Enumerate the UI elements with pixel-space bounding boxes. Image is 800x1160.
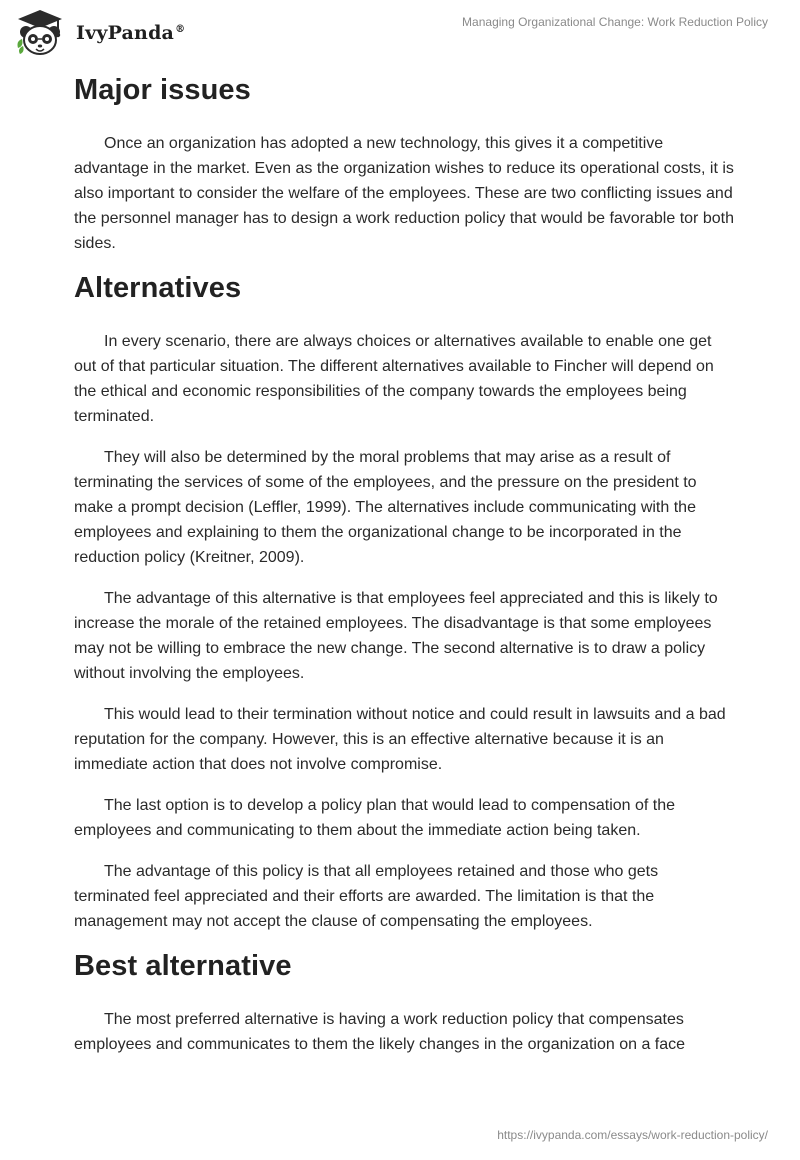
source-url-link[interactable]: https://ivypanda.com/essays/work-reduction-policy/ bbox=[497, 1128, 768, 1142]
section-heading-alternatives: Alternatives bbox=[74, 272, 242, 304]
paragraph: The advantage of this alternative is that employees feel appreciated and this is likely to increase the morale of the retained employees. The disadvantage is that some employees may not be willing to embrace the new change. The second alternative is to draw a policy without involving the employees. bbox=[74, 590, 718, 682]
paragraph: They will also be determined by the moral problems that may arise as a result of terminating the services of some of the employees, and the pressure on the president to make a prompt decision (Leffler, 1999). The alternatives include communicating with the employees and explaining to them the organizational change to be incorporated in the reduction policy (Kreitner, 2009). bbox=[74, 449, 697, 566]
panda-graduate-icon bbox=[14, 8, 66, 58]
paragraph: The advantage of this policy is that all employees retained and those who gets terminated feel appreciated and their efforts are awarded. The limitation is that the management may not accept the clause of compensating the employees. bbox=[74, 863, 659, 930]
paragraph: Once an organization has adopted a new technology, this gives it a competitive advantage in the market. Even as the organization wishes to reduce its operational costs, it is also important to consider the welfare of the employees. These are two conflicting issues and the personnel manager has to design a work reduction policy that would be favorable tor both sides. bbox=[74, 135, 734, 252]
document-title: Managing Organizational Change: Work Reduction Policy bbox=[462, 15, 768, 29]
paragraph: This would lead to their termination without notice and could result in lawsuits and a bad reputation for the company. However, this is an effective alternative because it is an immediate action that does not involve compromise. bbox=[74, 706, 726, 773]
page-header bbox=[0, 0, 800, 72]
essay-body bbox=[74, 70, 734, 1057]
paragraph: The last option is to develop a policy plan that would lead to compensation of the employees and communicating to them about the immediate action being taken. bbox=[74, 797, 676, 839]
section-heading-major-issues: Major issues bbox=[74, 74, 251, 106]
paragraph: The most preferred alternative is having a work reduction policy that compensates employees and communicates to them the likely changes in the organization on a face bbox=[74, 1011, 686, 1053]
registered-mark: ® bbox=[175, 23, 186, 35]
section-heading-best-alternative: Best alternative bbox=[74, 950, 292, 982]
ivypanda-logo[interactable] bbox=[14, 8, 185, 58]
paragraph: In every scenario, there are always choices or alternatives available to enable one get out of that particular situation. The different alternatives available to Fincher will depend on the ethical and economic responsibilities of the company towards the employees being terminated. bbox=[74, 333, 714, 425]
brand-name: IvyPanda® bbox=[76, 22, 186, 44]
